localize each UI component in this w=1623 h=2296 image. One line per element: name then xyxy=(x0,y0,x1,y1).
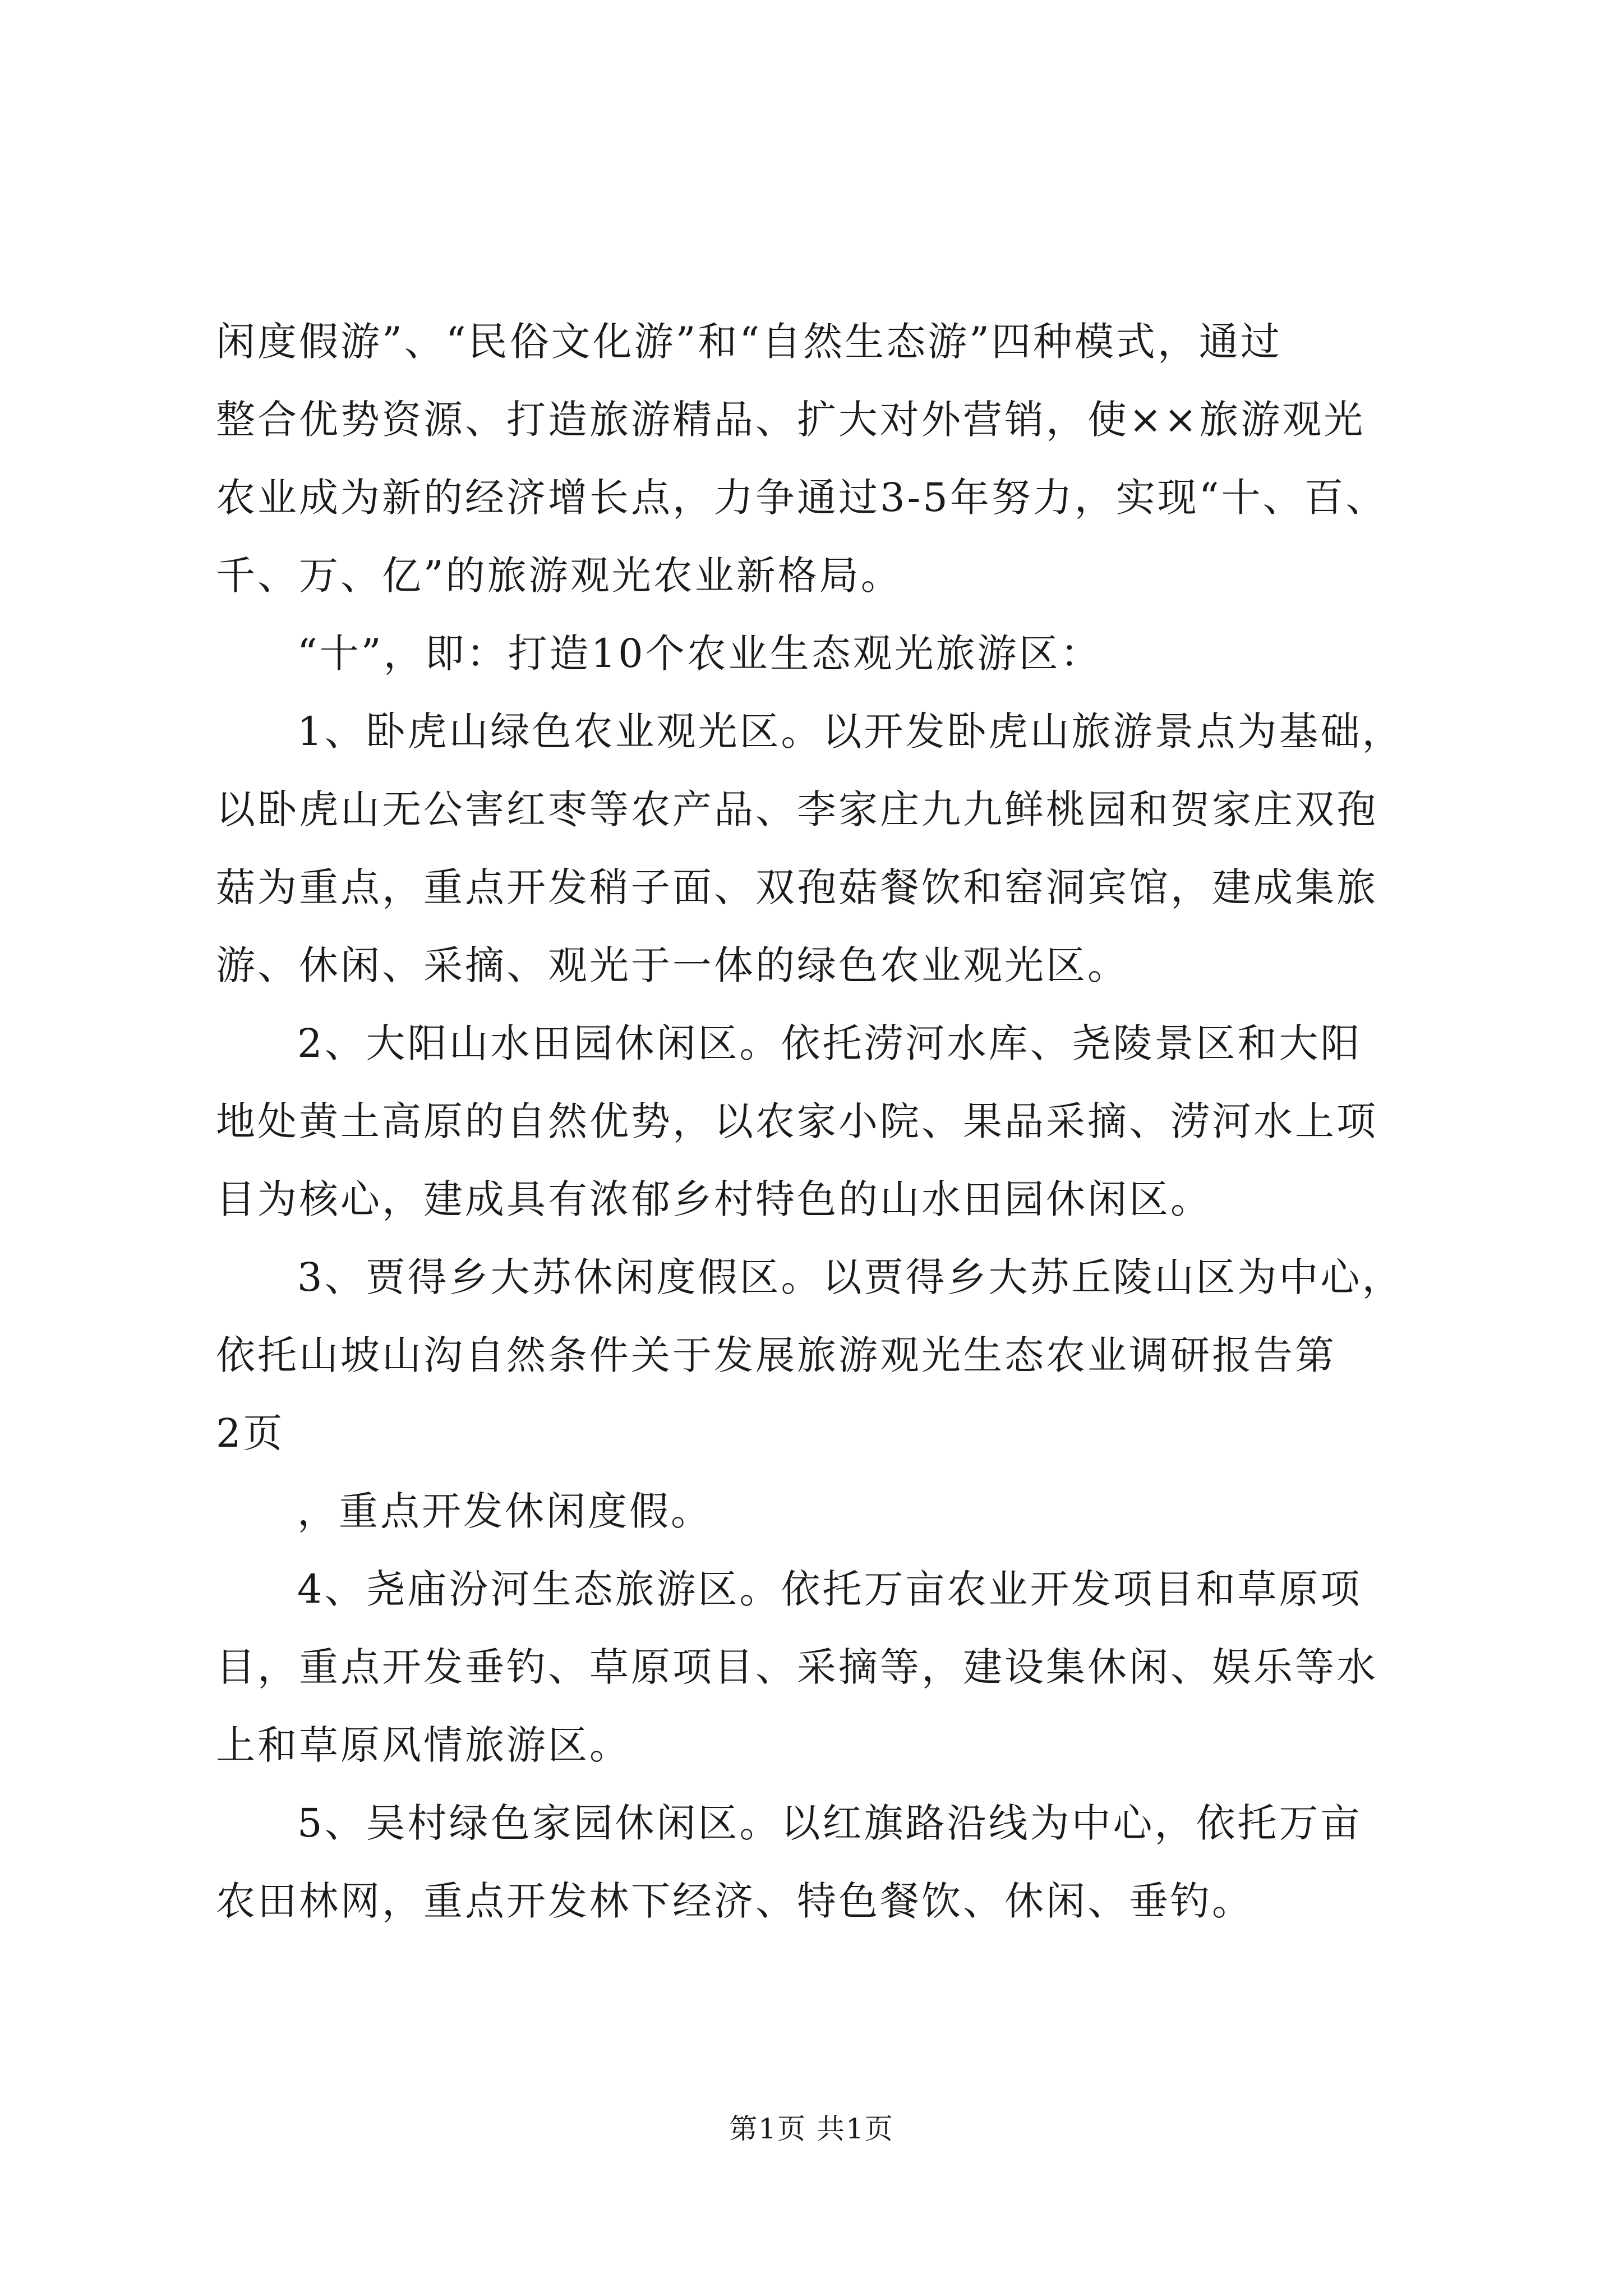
document-body xyxy=(216,303,1427,1940)
text-line: 地处黄土高原的自然优势，以农家小院、果品采摘、涝河水上项 xyxy=(216,1098,1378,1144)
paragraph-first-line: “十”，即：打造10个农业生态观光旅游区： xyxy=(297,631,1102,677)
text-line: 游、休闲、采摘、观光于一体的绿色农业观光区。 xyxy=(216,942,1129,988)
paragraph-first-line: ，重点开发休闲度假。 xyxy=(297,1488,712,1534)
text-line: 依托山坡山沟自然条件关于发展旅游观光生态农业调研报告第 xyxy=(216,1332,1336,1378)
text-line: 农业成为新的经济增长点，力争通过3-5年努力，实现“十、百、 xyxy=(216,475,1387,521)
text-line: 目为核心，建成具有浓郁乡村特色的山水田园休闲区。 xyxy=(216,1176,1212,1222)
text-line: 农田林网，重点开发林下经济、特色餐饮、休闲、垂钓。 xyxy=(216,1878,1253,1924)
text-line: 2页 xyxy=(216,1410,285,1456)
paragraph-first-line: 3、贾得乡大苏休闲度假区。以贾得乡大苏丘陵山区为中心， xyxy=(297,1254,1404,1300)
paragraph-first-line: 4、尧庙汾河生态旅游区。依托万亩农业开发项目和草原项 xyxy=(297,1566,1362,1612)
text-line: 整合优势资源、打造旅游精品、扩大对外营销，使××旅游观光 xyxy=(216,397,1366,443)
text-line: 闲度假游”、“民俗文化游”和“自然生态游”四种模式，通过 xyxy=(216,319,1282,365)
text-line: 以卧虎山无公害红枣等农产品、李家庄九九鲜桃园和贺家庄双孢 xyxy=(216,786,1378,832)
paragraph-first-line: 2、大阳山水田园休闲区。依托涝河水库、尧陵景区和大阳 xyxy=(297,1020,1362,1066)
text-line: 菇为重点，重点开发稍子面、双孢菇餐饮和窑洞宾馆，建成集旅 xyxy=(216,864,1378,910)
text-line: 目，重点开发垂钓、草原项目、采摘等，建设集休闲、娱乐等水 xyxy=(216,1644,1378,1690)
paragraph-first-line: 5、吴村绿色家园休闲区。以红旗路沿线为中心，依托万亩 xyxy=(297,1800,1362,1846)
paragraph-first-line: 1、卧虎山绿色农业观光区。以开发卧虎山旅游景点为基础， xyxy=(297,708,1404,754)
page-footer: 第1页 共1页 xyxy=(729,2113,894,2145)
text-line: 千、万、亿”的旅游观光农业新格局。 xyxy=(216,553,902,599)
text-line: 上和草原风情旅游区。 xyxy=(216,1722,631,1768)
